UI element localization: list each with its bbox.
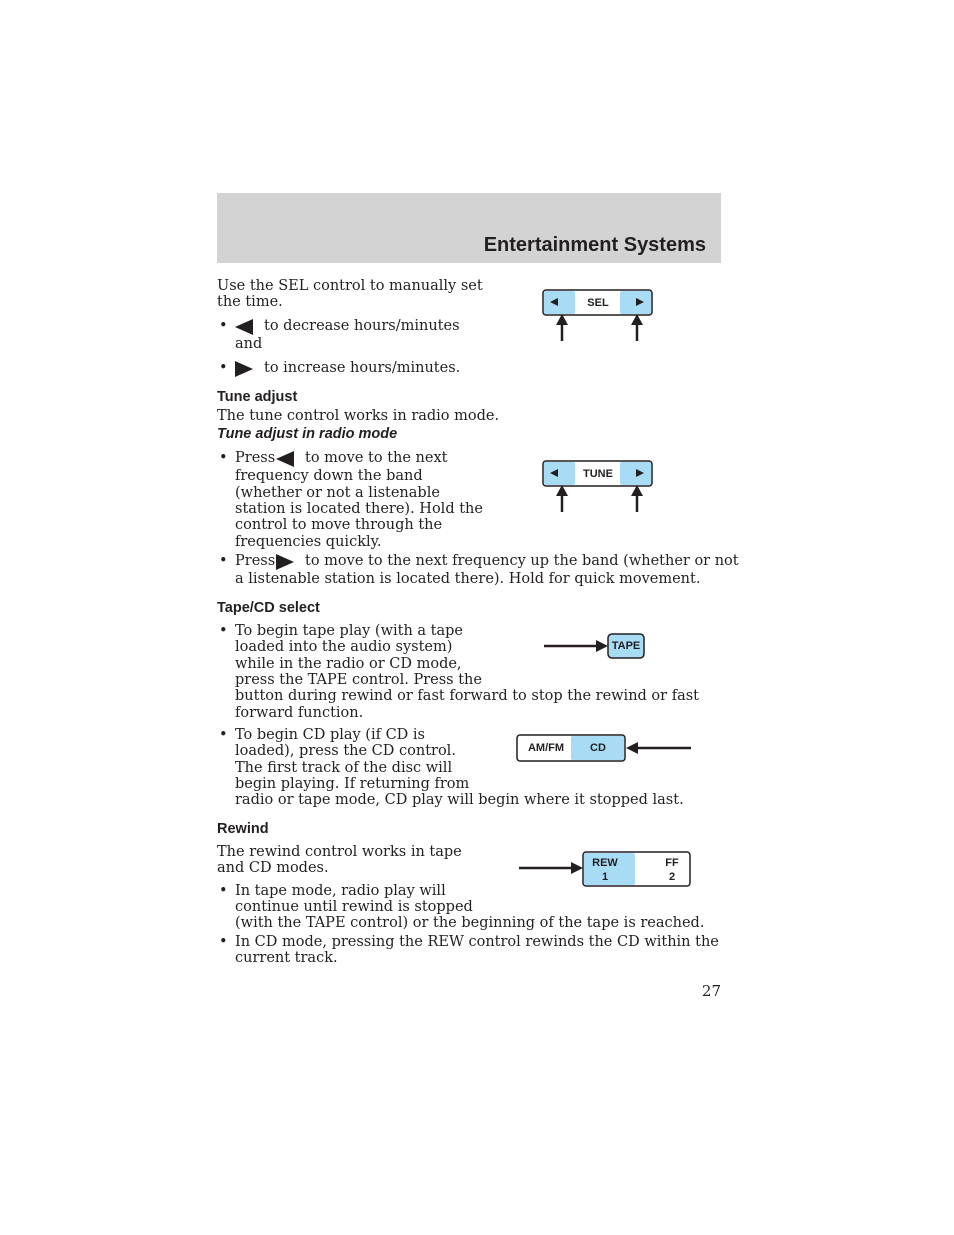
sel-decrease-and: and xyxy=(235,336,263,352)
bullet: • xyxy=(219,934,228,950)
rewind-bullet1-line-3: (with the TAPE control) or the beginning of the tape is reached. xyxy=(235,915,705,931)
sel-control-label: SEL xyxy=(587,297,609,309)
sel-intro-line-1: Use the SEL control to manually set xyxy=(217,278,483,294)
left-arrow-icon xyxy=(235,318,253,337)
tape-bullet-line-1: To begin tape play (with a tape xyxy=(235,623,463,639)
bullet: • xyxy=(219,883,228,899)
tune-control-label: TUNE xyxy=(583,468,613,480)
rewind-bullet2-line-2: current track. xyxy=(235,950,338,966)
ff-control-label: FF xyxy=(665,857,679,869)
tune-bullet2-press: Press xyxy=(235,553,276,569)
tune-bullet1-line-6: frequencies quickly. xyxy=(235,534,382,550)
rew-control-label: REW xyxy=(592,857,618,869)
left-arrow-icon xyxy=(276,450,294,469)
cd-bullet-line-5: radio or tape mode, CD play will begin where it stopped last. xyxy=(235,792,684,808)
amfm-control-label: AM/FM xyxy=(527,742,565,754)
tape-bullet-line-4: press the TAPE control. Press the xyxy=(235,672,482,688)
right-arrow-icon xyxy=(235,360,253,379)
cd-bullet-line-2: loaded), press the CD control. xyxy=(235,743,456,759)
right-arrow-icon xyxy=(276,553,294,572)
cd-bullet-line-4: begin playing. If returning from xyxy=(235,776,470,792)
tape-control-label: TAPE xyxy=(611,640,641,652)
tune-subheading: Tune adjust in radio mode xyxy=(217,426,398,442)
tune-bullet2-line-1: to move to the next frequency up the band (whether or not xyxy=(305,553,739,569)
sel-decrease-text: to decrease hours/minutes xyxy=(264,318,460,334)
rewind-intro-line-2: and CD modes. xyxy=(217,860,329,876)
rewind-bullet1-line-2: continue until rewind is stopped xyxy=(235,899,473,915)
tune-bullet1-line-4: station is located there). Hold the xyxy=(235,501,483,517)
page-title: Entertainment Systems xyxy=(483,234,706,256)
tune-bullet1-line-3: (whether or not a listenable xyxy=(235,485,440,501)
cd-control-label: CD xyxy=(590,742,606,754)
rew-control-number: 1 xyxy=(601,871,609,883)
section-header xyxy=(217,193,721,263)
tune-bullet1-press: Press xyxy=(235,450,276,466)
tune-bullet1-line-5: control to move through the xyxy=(235,517,443,533)
ff-control-number: 2 xyxy=(668,871,676,883)
cd-bullet-line-1: To begin CD play (if CD is xyxy=(235,727,425,743)
tune-bullet1-line-1: to move to the next xyxy=(305,450,448,466)
tune-bullet1-line-2: frequency down the band xyxy=(235,468,423,484)
tape-bullet-line-2: loaded into the audio system) xyxy=(235,639,453,655)
cd-bullet-line-3: The first track of the disc will xyxy=(235,760,453,776)
bullet: • xyxy=(219,360,228,376)
rewind-bullet1-line-1: In tape mode, radio play will xyxy=(235,883,446,899)
bullet: • xyxy=(219,318,228,334)
rewind-heading: Rewind xyxy=(217,821,269,837)
tapecd-heading: Tape/CD select xyxy=(217,600,320,616)
bullet: • xyxy=(219,623,228,639)
bullet: • xyxy=(219,450,228,466)
rew-ff-control-figure xyxy=(517,850,695,890)
tape-bullet-line-5: button during rewind or fast forward to stop the rewind or fast xyxy=(235,688,699,704)
bullet: • xyxy=(219,553,228,569)
tune-heading: Tune adjust xyxy=(217,389,298,405)
tune-bullet2-line-2: a listenable station is located there). Hold for quick movement. xyxy=(235,571,701,587)
rewind-bullet2-line-1: In CD mode, pressing the REW control rewinds the CD within the xyxy=(235,934,719,950)
tape-bullet-line-3: while in the radio or CD mode, xyxy=(235,656,462,672)
sel-increase-text: to increase hours/minutes. xyxy=(264,360,461,376)
tune-text: The tune control works in radio mode. xyxy=(217,408,500,424)
bullet: • xyxy=(219,727,228,743)
tape-bullet-line-6: forward function. xyxy=(235,705,364,721)
sel-intro-line-2: the time. xyxy=(217,294,283,310)
rewind-intro-line-1: The rewind control works in tape xyxy=(217,844,462,860)
page-number: 27 xyxy=(701,982,721,1000)
